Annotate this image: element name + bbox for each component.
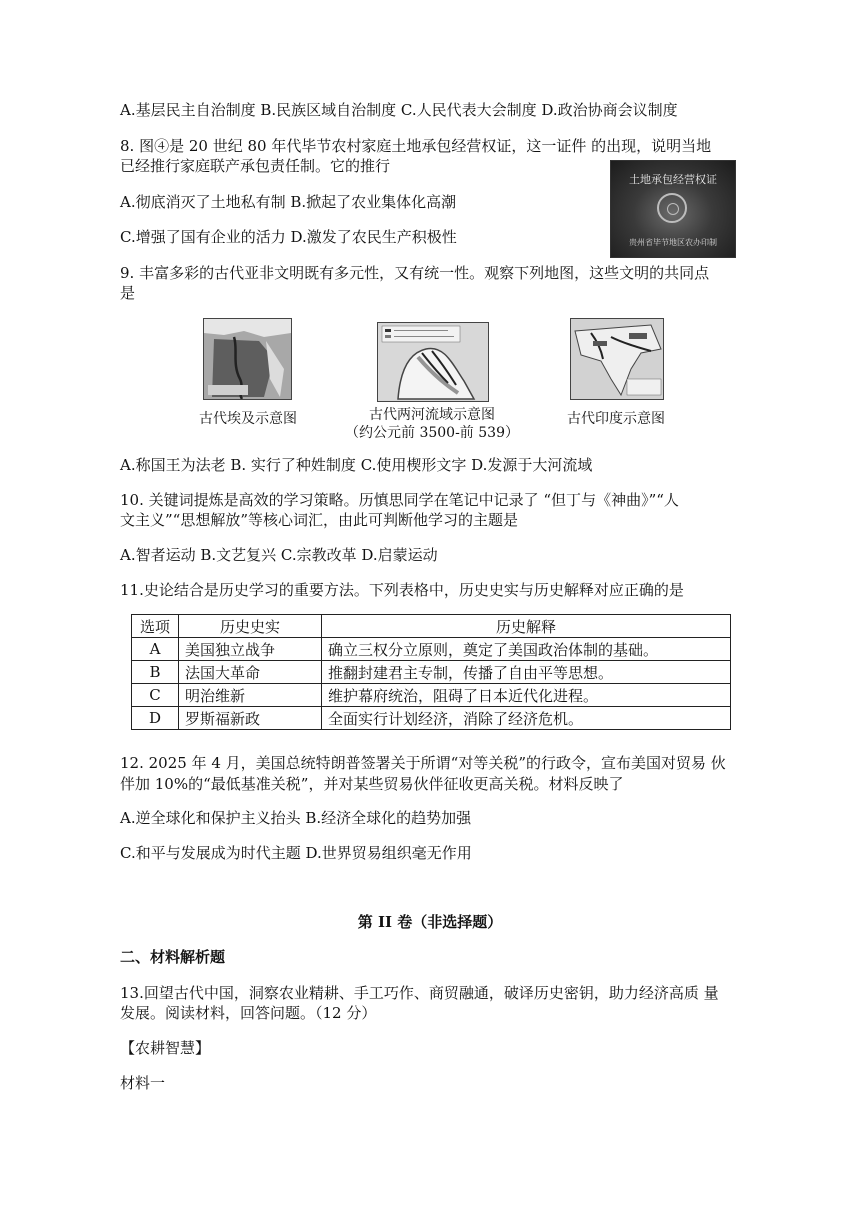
q13-stem-line2: 发展。阅读材料，回答问题。（12 分）	[120, 1004, 377, 1022]
history-fact-table	[131, 614, 731, 730]
india-map-graphic	[571, 319, 663, 399]
egypt-map-graphic	[204, 319, 291, 399]
row-explanation: 维护幕府统治，阻碍了日本近代化进程。	[322, 684, 731, 707]
certificate-title: 土地承包经营权证	[629, 173, 717, 186]
mesopotamia-map-date-range: （约公元前 3500-前 539）	[345, 425, 519, 441]
q9-stem-line1: 9. 丰富多彩的古代亚非文明既有多元性，又有统一性。观察下列地图，这些文明的共同点	[120, 264, 710, 282]
q13-material-label: 材料一	[120, 1074, 166, 1092]
header-explanation: 历史解释	[322, 615, 731, 638]
india-map-caption: 古代印度示意图	[567, 411, 665, 427]
table-row	[132, 638, 731, 661]
q9-stem-line2: 是	[120, 284, 136, 302]
q12-option-ab: A.逆全球化和保护主义抬头 B.经济全球化的趋势加强	[120, 809, 472, 827]
table-row	[132, 661, 731, 684]
header-fact: 历史史实	[179, 615, 322, 638]
table-header-row	[132, 615, 731, 638]
row-explanation: 全面实行计划经济，消除了经济危机。	[322, 707, 731, 730]
ancient-india-map	[570, 318, 664, 400]
row-fact: 美国独立战争	[179, 638, 322, 661]
q8-stem-line2: 已经推行家庭联产承包责任制。它的推行	[120, 157, 391, 175]
mesopotamia-map-caption: 古代两河流域示意图	[369, 407, 495, 423]
row-fact: 法国大革命	[179, 661, 322, 684]
q10-stem-line2: 文主义”“思想解放”等核心词汇，由此可判断他学习的主题是	[120, 511, 519, 529]
row-option: C	[132, 684, 179, 707]
q10-options: A.智者运动 B.文艺复兴 C.宗教改革 D.启蒙运动	[120, 546, 438, 564]
row-option: D	[132, 707, 179, 730]
section2-heading: 二、材料解析题	[120, 948, 226, 966]
row-explanation: 推翻封建君主专制，传播了自由平等思想。	[322, 661, 731, 684]
mesopotamia-map	[377, 322, 489, 402]
row-fact: 明治维新	[179, 684, 322, 707]
q9-options: A.称国王为法老 B. 实行了种姓制度 C.使用楔形文字 D.发源于大河流域	[120, 456, 593, 474]
national-emblem-icon	[657, 193, 687, 223]
land-certificate-image	[610, 160, 736, 258]
row-option: A	[132, 638, 179, 661]
row-option: B	[132, 661, 179, 684]
row-fact: 罗斯福新政	[179, 707, 322, 730]
egypt-map-caption: 古代埃及示意图	[199, 411, 297, 427]
table-row	[132, 707, 731, 730]
q13-subheading: 【农耕智慧】	[120, 1039, 211, 1057]
q10-stem-line1: 10. 关键词提炼是高效的学习策略。历慎思同学在笔记中记录了 “但丁与《神曲》”“人	[120, 491, 679, 509]
certificate-issuer: 贵州省毕节地区农办印制	[629, 238, 717, 247]
q8-option-ab: A.彻底消灭了土地私有制 B.掀起了农业集体化高潮	[120, 193, 457, 211]
table-row	[132, 684, 731, 707]
q12-option-cd: C.和平与发展成为时代主题 D.世界贸易组织毫无作用	[120, 844, 472, 862]
q12-stem-line1: 12. 2025 年 4 月，美国总统特朗普签署关于所谓“对等关税”的行政令，宣布美国对贸易 伙	[120, 754, 726, 772]
q12-stem-line2: 伴加 10%的“最低基准关税”，并对某些贸易伙伴征收更高关税。材料反映了	[120, 775, 624, 793]
q8-stem-line1: 8. 图④是 20 世纪 80 年代毕节农村家庭土地承包经营权证，这一证件 的出现，说明当地	[120, 137, 712, 155]
mesopotamia-map-graphic	[378, 323, 488, 401]
header-option: 选项	[132, 615, 179, 638]
q11-stem: 11.史论结合是历史学习的重要方法。下列表格中，历史史实与历史解释对应正确的是	[120, 581, 684, 599]
q13-stem-line1: 13.回望古代中国，洞察农业精耕、手工巧作、商贸融通，破译历史密钥，助力经济高质 量	[120, 984, 719, 1002]
row-explanation: 确立三权分立原则，奠定了美国政治体制的基础。	[322, 638, 731, 661]
ancient-egypt-map	[203, 318, 292, 400]
q8-option-cd: C.增强了国有企业的活力 D.激发了农民生产积极性	[120, 228, 457, 246]
q7-options: A.基层民主自治制度 B.民族区域自治制度 C.人民代表大会制度 D.政治协商会议制度	[120, 101, 678, 119]
part2-title: 第 II 卷（非选择题）	[357, 913, 503, 931]
